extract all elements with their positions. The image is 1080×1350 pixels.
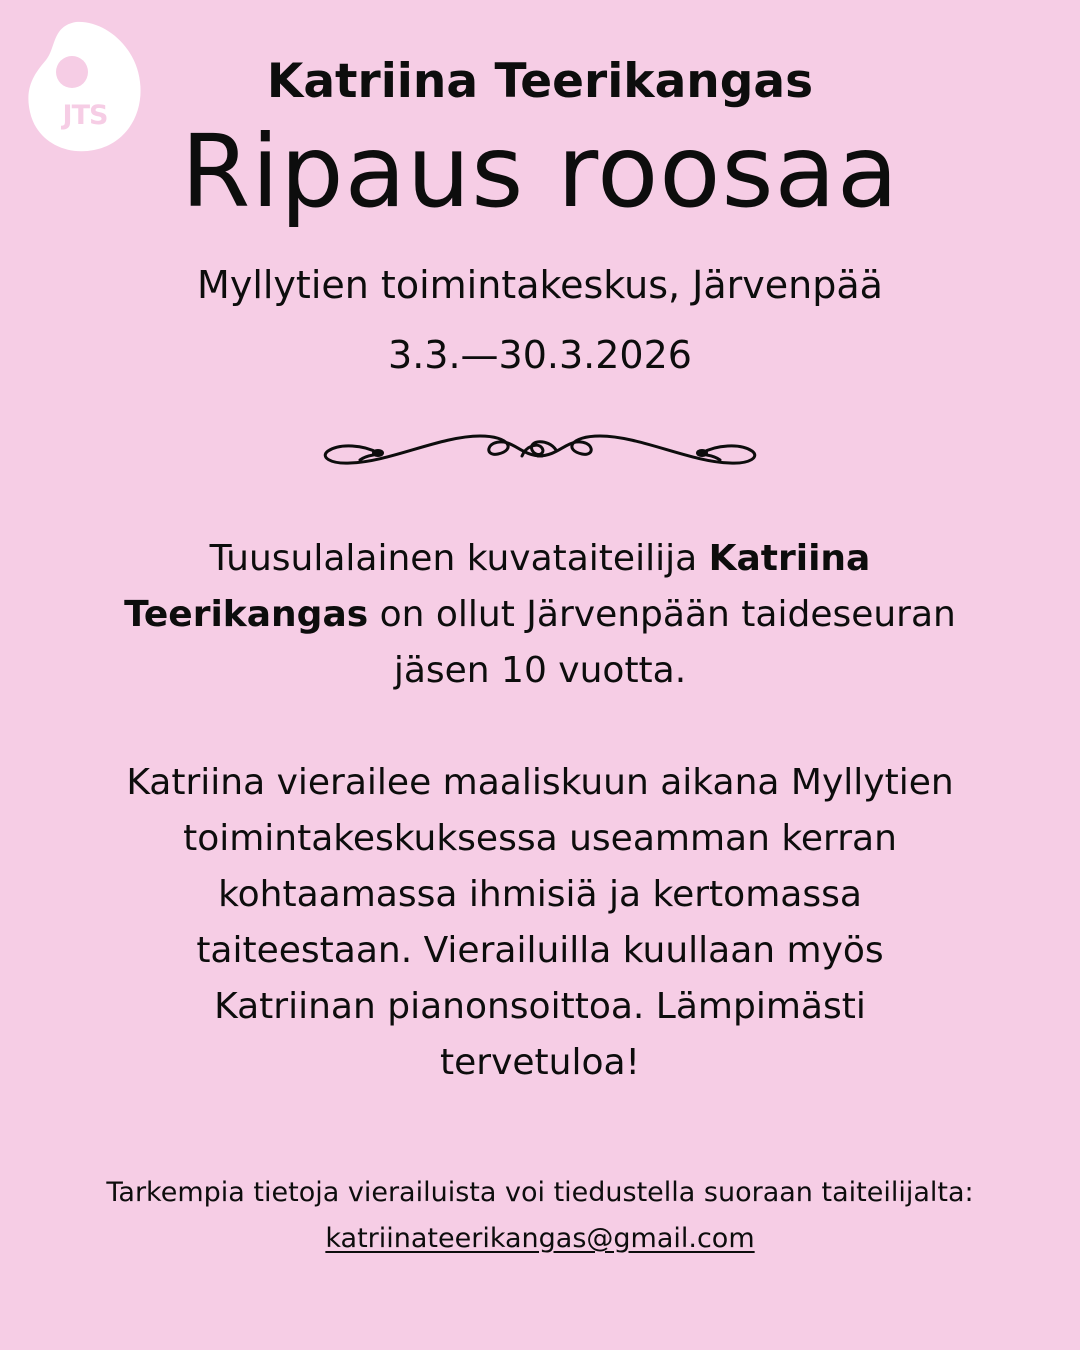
- intro-paragraph: [120, 531, 960, 699]
- ornament-divider-icon: [320, 426, 760, 472]
- contact-text: Tarkempia tietoja vierailuista voi tiedustella suoraan taiteilijalta:: [106, 1177, 974, 1208]
- artist-name: Katriina Teerikangas: [266, 54, 814, 109]
- email-link[interactable]: katriinateerikangas@gmail.com: [325, 1223, 755, 1254]
- contact-info: [60, 1170, 1020, 1262]
- logo-text: JTS: [62, 100, 108, 131]
- intro-rest: on ollut Järvenpään taideseuran jäsen 10 vuotta.: [368, 594, 956, 691]
- exhibition-dates: 3.3.—30.3.2026: [388, 333, 692, 377]
- exhibition-title: Ripaus roosaa: [180, 113, 900, 230]
- intro-text: Tuusulalainen kuvataiteilija: [209, 538, 709, 579]
- visit-paragraph: Katriina vierailee maaliskuun aikana Myllytien toimintakeskuksessa useamman kerran kohtaamassa ihmisiä ja kertomassa taiteestaan. Vierailuilla kuullaan myös Katriinan pianonsoittoa. Lämpimästi tervetuloa!: [126, 762, 954, 1083]
- venue: Myllytien toimintakeskus, Järvenpää: [197, 263, 883, 307]
- artist-name-bold: Katriina Teerikangas: [124, 538, 871, 635]
